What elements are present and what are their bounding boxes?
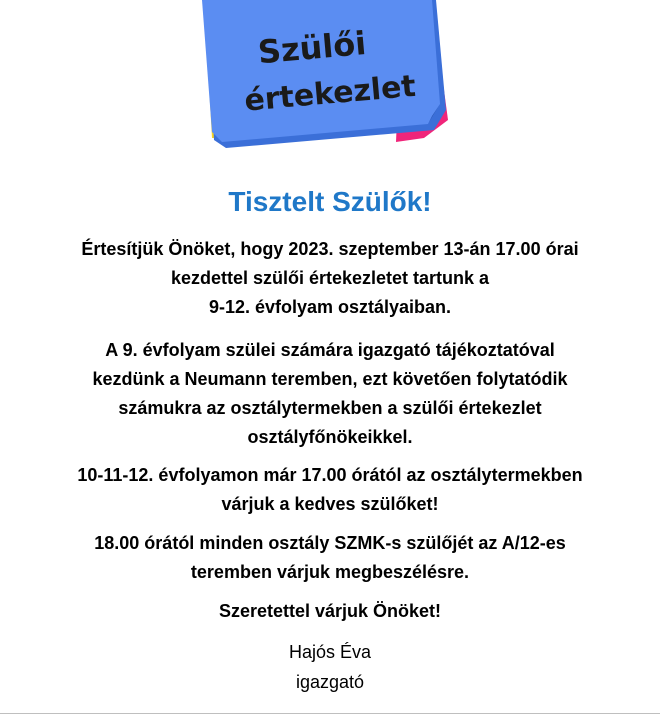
text-line: számukra az osztálytermekben a szülői értekezlet [118,398,542,418]
text-line: Értesítjük Önöket, hogy 2023. szeptember 13-án 17.00 órai [81,239,579,259]
paragraph-grade-9 [0,336,660,452]
signature-name: Hajós Éva [288,642,372,662]
text-line: 10-11-12. évfolyamon már 17.00 órától az osztálytermekben [77,465,583,485]
bottom-divider [0,713,660,714]
paragraph-closing [0,597,660,626]
text-line: kezdünk a Neumann teremben, ezt követően folytatódik [92,369,568,389]
text-line: 9-12. évfolyam osztályaiban. [208,297,452,317]
text-line: 18.00 órától minden osztály SZMK-s szülőjét az A/12-es [94,533,566,553]
paragraph-invitation [0,235,660,322]
page-title: Tisztelt Szülők! [228,186,432,217]
signature-role: igazgató [295,672,365,692]
text-line: kezdettel szülői értekezletet tartunk a [170,268,490,288]
logo-line1: Szülői [256,24,368,72]
text-line: várjuk a kedves szülőket! [221,494,439,514]
sticky-note-graphic [196,0,456,150]
text-line: Szeretettel várjuk Önöket! [218,601,442,621]
parent-meeting-sticky-note-logo [196,0,456,150]
text-line: teremben várjuk megbeszélésre. [190,562,470,582]
signature [0,637,660,697]
paragraph-grades-10-12 [0,461,660,519]
logo-line2: értekezlet [243,68,418,119]
text-line: osztályfőnökeikkel. [247,427,413,447]
paragraph-szmk [0,529,660,587]
text-line: A 9. évfolyam szülei számára igazgató tájékoztatóval [105,340,555,360]
